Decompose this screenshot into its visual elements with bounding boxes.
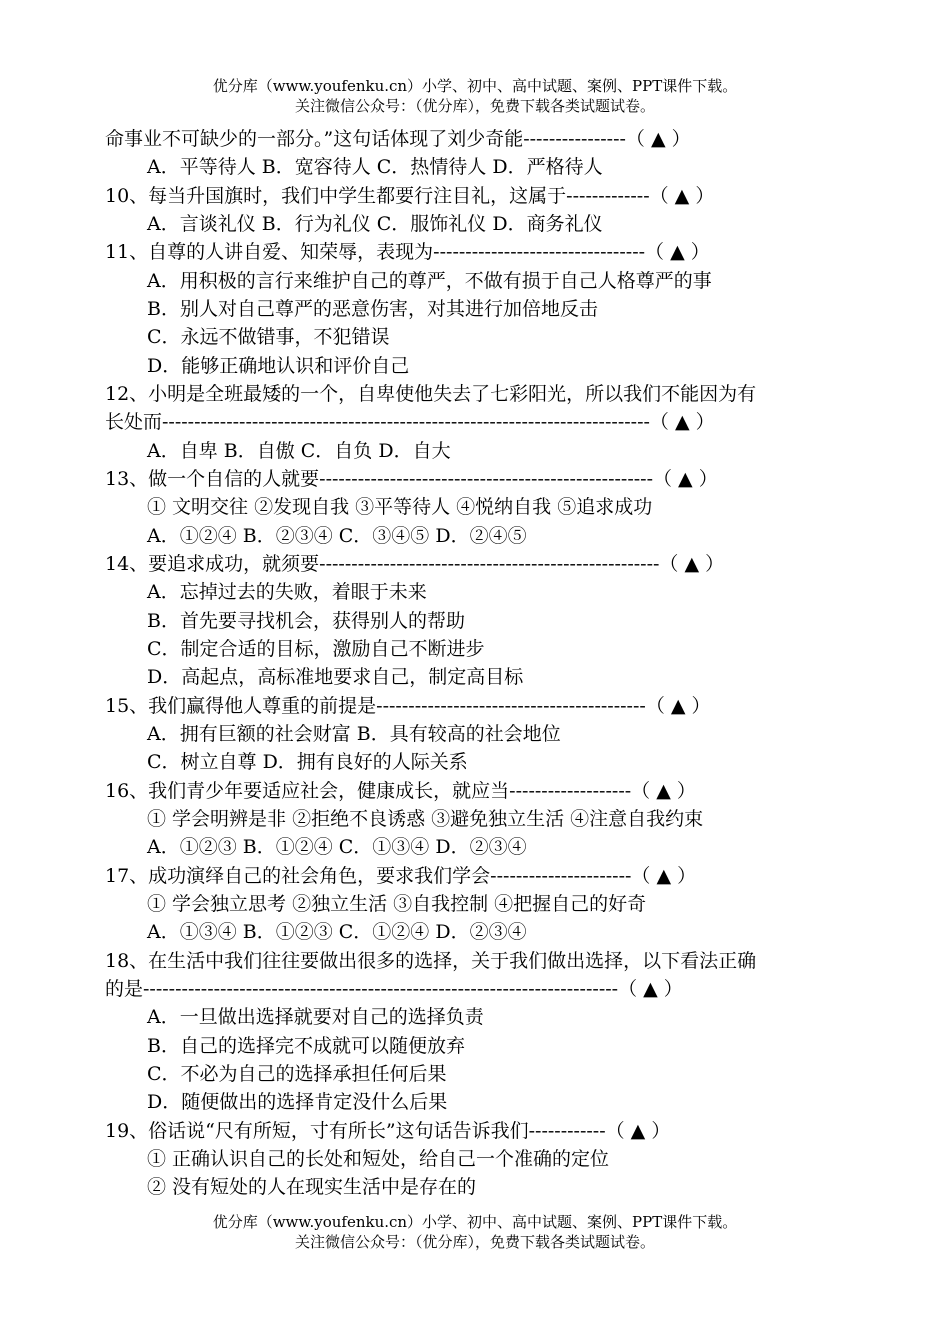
question-14-option-a: A．忘掉过去的失败，着眼于未来	[147, 581, 427, 603]
question-19-stem: 19、俗话说“尺有所短，寸有所长”这句话告诉我们------------（ ▲ ）	[105, 1120, 671, 1142]
question-14-stem: 14、要追求成功，就须要-----------------------------------------------------（ ▲ ）	[105, 553, 725, 575]
question-19-item-1: ① 正确认识自己的长处和短处，给自己一个准确的定位	[147, 1148, 610, 1170]
question-11-stem: 11、自尊的人讲自爱、知荣辱，表现为---------------------------------（ ▲ ）	[105, 241, 710, 263]
question-14-option-c: C．制定合适的目标，激励自己不断进步	[147, 638, 485, 660]
question-12-options: A．自卑 B．自傲 C．自负 D．自大	[147, 440, 451, 462]
question-10-stem: 10、每当升国旗时，我们中学生都要行注目礼，这属于-------------（ ▲ ）	[105, 185, 715, 207]
question-13-options: A．①②④ B．②③④ C．③④⑤ D．②④⑤	[147, 525, 527, 547]
question-14-option-b: B．首先要寻找机会，获得别人的帮助	[147, 610, 465, 632]
header-line-1: 优分库（www.youfenku.cn）小学、初中、高中试题、案例、PPT课件下载。	[212, 77, 738, 95]
question-15-options-cd: C．树立自尊 D．拥有良好的人际关系	[147, 751, 468, 773]
question-10-options: A．言谈礼仪 B．行为礼仪 C．服饰礼仪 D．商务礼仪	[147, 213, 603, 235]
question-12-stem: 12、小明是全班最矮的一个，自卑使他失去了七彩阳光，所以我们不能因为有	[105, 383, 757, 405]
footer-line-1: 优分库（www.youfenku.cn）小学、初中、高中试题、案例、PPT课件下载。	[212, 1213, 738, 1231]
question-13-items: ① 文明交往 ②发现自我 ③平等待人 ④悦纳自我 ⑤追求成功	[147, 496, 653, 518]
question-18-stem-cont: 的是--------------------------------------------------------------------------（ ▲ ）	[105, 978, 683, 1000]
question-17-options: A．①③④ B．①②③ C．①②④ D．②③④	[147, 921, 527, 943]
footer-line-2: 关注微信公众号：（优分库），免费下载各类试题试卷。	[294, 1233, 655, 1251]
question-11-option-b: B．别人对自己尊严的恶意伤害，对其进行加倍地反击	[147, 298, 598, 320]
question-11-option-a: A．用积极的言行来维护自己的尊严，不做有损于自己人格尊严的事	[147, 270, 712, 292]
header-line-2: 关注微信公众号：（优分库），免费下载各类试题试卷。	[294, 97, 655, 115]
question-15-options-ab: A．拥有巨额的社会财富 B．具有较高的社会地位	[147, 723, 561, 745]
question-11-option-d: D．能够正确地认识和评价自己	[147, 355, 410, 377]
question-11-option-c: C．永远不做错事，不犯错误	[147, 326, 390, 348]
question-18-option-d: D．随便做出的选择肯定没什么后果	[147, 1091, 448, 1113]
question-12-stem-cont: 长处而----------------------------------------------------------------------------（ ▲ ）	[105, 411, 715, 433]
question-16-stem: 16、我们青少年要适应社会，健康成长，就应当-------------------（ ▲ ）	[105, 780, 696, 802]
question-16-options: A．①②③ B．①②④ C．①③④ D．②③④	[147, 836, 527, 858]
question-19-item-2: ② 没有短处的人在现实生活中是存在的	[147, 1176, 477, 1198]
question-18-option-c: C．不必为自己的选择承担任何后果	[147, 1063, 447, 1085]
question-18-option-b: B．自己的选择完不成就可以随便放弃	[147, 1035, 465, 1057]
question-15-stem: 15、我们赢得他人尊重的前提是------------------------------------------（ ▲ ）	[105, 695, 711, 717]
question-17-stem: 17、成功演绎自己的社会角色，要求我们学会----------------------（ ▲ ）	[105, 865, 697, 887]
question-9-options: A．平等待人 B．宽容待人 C．热情待人 D．严格待人	[147, 156, 603, 178]
question-18-stem: 18、在生活中我们往往要做出很多的选择，关于我们做出选择，以下看法正确	[105, 950, 757, 972]
question-14-option-d: D．高起点，高标准地要求自己，制定高目标	[147, 666, 524, 688]
question-9-stem-cont: 命事业不可缺少的一部分。”这句话体现了刘少奇能----------------（ ▲ ）	[105, 128, 691, 150]
question-18-option-a: A．一旦做出选择就要对自己的选择负责	[147, 1006, 484, 1028]
question-17-items: ① 学会独立思考 ②独立生活 ③自我控制 ④把握自己的好奇	[147, 893, 647, 915]
question-13-stem: 13、做一个自信的人就要----------------------------------------------------（ ▲ ）	[105, 468, 718, 490]
question-16-items: ① 学会明辨是非 ②拒绝不良诱惑 ③避免独立生活 ④注意自我约束	[147, 808, 704, 830]
